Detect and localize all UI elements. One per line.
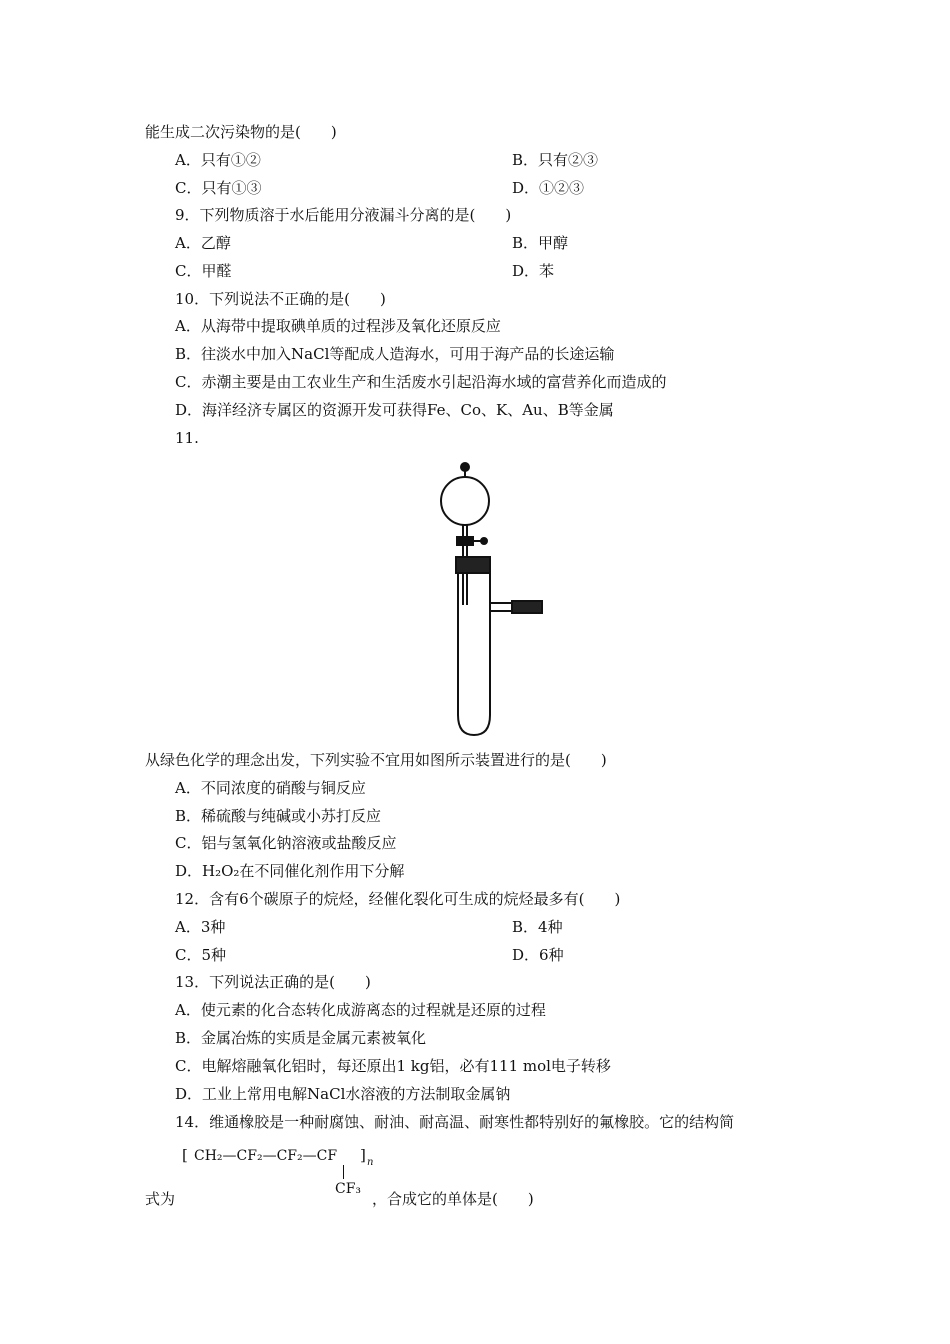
q10-option-a[interactable]: A．从海带中提取碘单质的过程涉及氧化还原反应: [175, 317, 501, 335]
q9-option-b[interactable]: B．甲醇: [512, 234, 569, 252]
q12-option-b[interactable]: B．4种: [512, 918, 563, 936]
formula-n-subscript: n: [367, 1157, 374, 1168]
formula-close-bracket: ]: [360, 1146, 366, 1164]
q8-stem-tail: 能生成二次污染物的是( ): [145, 123, 337, 141]
q10-stem: 10．下列说法不正确的是( ): [175, 290, 386, 308]
q13-option-a[interactable]: A．使元素的化合态转化成游离态的过程就是还原的过程: [175, 1001, 546, 1019]
q8-option-a[interactable]: A．只有①②: [175, 151, 261, 169]
formula-branch-group: CF₃: [335, 1181, 362, 1197]
q12-option-d[interactable]: D．6种: [512, 946, 564, 964]
formula-main-chain: CH₂—CF₂—CF₂—CF: [194, 1148, 338, 1164]
q10-option-d[interactable]: D．海洋经济专属区的资源开发可获得Fe、Co、K、Au、B等金属: [175, 401, 614, 419]
formula-branch-bond: [343, 1165, 344, 1179]
q13-option-d[interactable]: D．工业上常用电解NaCl水溶液的方法制取金属钠: [175, 1085, 511, 1103]
q9-option-d[interactable]: D．苯: [512, 262, 555, 280]
q11-option-c[interactable]: C．铝与氢氧化钠溶液或盐酸反应: [175, 834, 397, 852]
q14-suffix: ，合成它的单体是( ): [372, 1190, 534, 1208]
q11-option-d[interactable]: D．H₂O₂在不同催化剂作用下分解: [175, 862, 405, 880]
formula-open-bracket: [: [182, 1146, 188, 1164]
q14-stem: 14．维通橡胶是一种耐腐蚀、耐油、耐高温、耐寒性都特别好的氟橡胶。它的结构简: [175, 1113, 735, 1131]
q12-option-a[interactable]: A．3种: [175, 918, 226, 936]
q12-stem: 12．含有6个碳原子的烷烃，经催化裂化可生成的烷烃最多有( ): [175, 890, 621, 908]
q11-option-a[interactable]: A．不同浓度的硝酸与铜反应: [175, 779, 366, 797]
q14-prefix: 式为: [145, 1190, 176, 1208]
q12-option-c[interactable]: C．5种: [175, 946, 227, 964]
q9-option-a[interactable]: A．乙醇: [175, 234, 231, 252]
q8-option-d[interactable]: D．①②③: [512, 179, 585, 197]
q8-option-b[interactable]: B．只有②③: [512, 151, 599, 169]
q9-option-c[interactable]: C．甲醛: [175, 262, 232, 280]
separatory-funnel-apparatus-figure: [420, 455, 560, 740]
q11-stem: 从绿色化学的理念出发，下列实验不宜用如图所示装置进行的是( ): [145, 751, 607, 769]
q11-number: 11.: [175, 429, 199, 447]
q10-option-c[interactable]: C．赤潮主要是由工农业生产和生活废水引起沿海水域的富营养化而造成的: [175, 373, 667, 391]
polymer-structure-formula: [180, 1143, 380, 1203]
q8-option-c[interactable]: C．只有①③: [175, 179, 262, 197]
q13-option-c[interactable]: C．电解熔融氧化铝时，每还原出1 kg铝，必有111 mol电子转移: [175, 1057, 611, 1075]
q11-option-b[interactable]: B．稀硫酸与纯碱或小苏打反应: [175, 807, 382, 825]
q9-stem: 9．下列物质溶于水后能用分液漏斗分离的是( ): [175, 206, 512, 224]
q13-option-b[interactable]: B．金属冶炼的实质是金属元素被氧化: [175, 1029, 427, 1047]
q10-option-b[interactable]: B．往淡水中加入NaCl等配成人造海水，可用于海产品的长途运输: [175, 345, 615, 363]
q13-stem: 13．下列说法正确的是( ): [175, 973, 371, 991]
